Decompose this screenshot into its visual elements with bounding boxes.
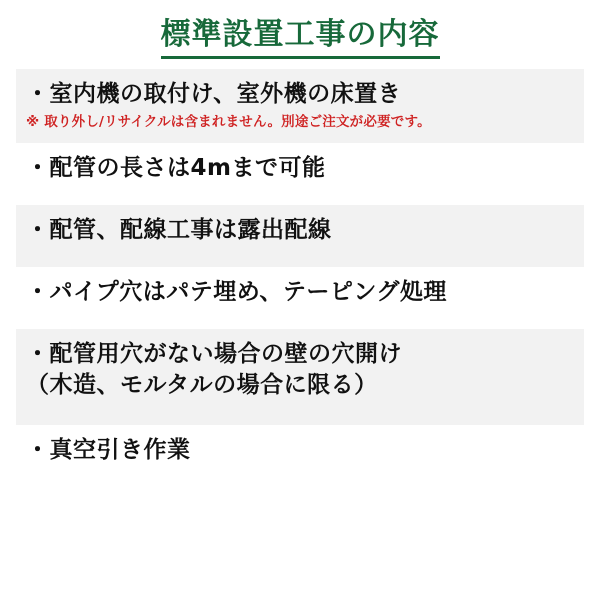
list-item-text: ・真空引き作業 [26,436,191,463]
list-item [16,205,584,267]
items-list [16,69,584,487]
list-item-text: ・パイプ穴はパテ埋め、テーピング処理 [26,278,447,305]
list-item [16,143,584,205]
list-item [16,69,584,143]
list-item-text: ・室内機の取付け、室外機の床置き [26,80,402,107]
list-item [16,267,584,329]
list-item-text: ・配管用穴がない場合の壁の穴開け [26,340,402,367]
list-item-text-second-line: （木造、モルタルの場合に限る） [26,371,378,398]
list-item [16,425,584,487]
list-item-note: ※ 取り外し/リサイクルは含まれません。別途ご注文が必要です。 [26,113,431,130]
list-item-text: ・配管、配線工事は露出配線 [26,216,332,243]
list-item [16,329,584,425]
page-title: 標準設置工事の内容 [161,18,440,59]
list-item-text: ・配管の長さは4mまで可能 [26,154,326,181]
page-title-wrap [16,14,584,69]
